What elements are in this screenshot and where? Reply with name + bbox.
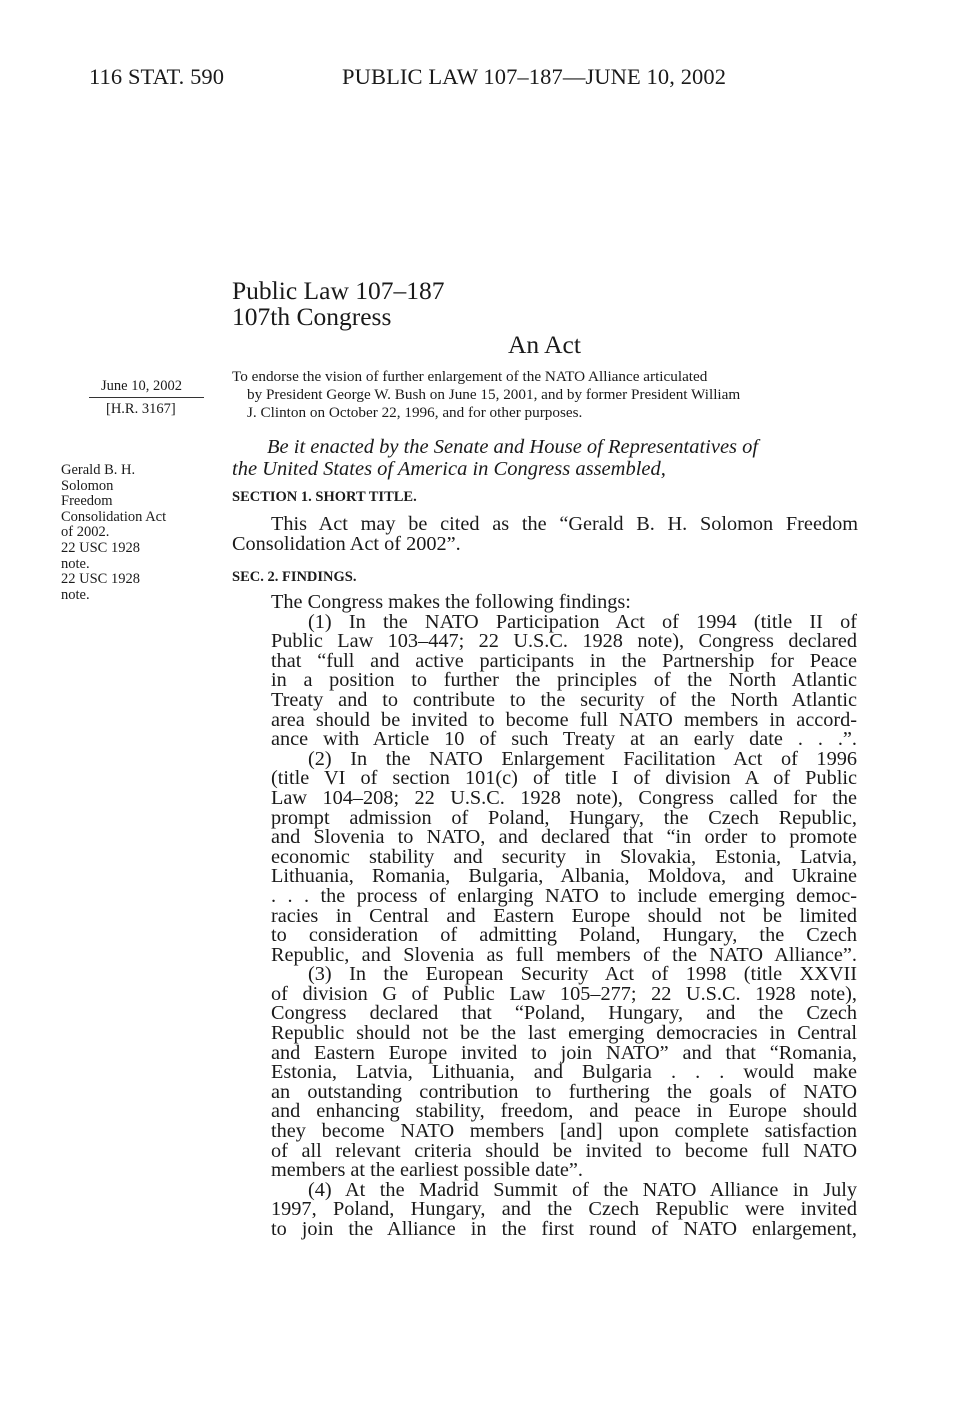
body-line: Lithuania, Romania, Bulgaria, Albania, Moldova, and Ukraine (271, 865, 857, 888)
body-line: to join the Alliance in the first round of NATO enlargement, (271, 1218, 857, 1240)
body-line: prompt admission of Poland, Hungary, the Czech Republic, (271, 806, 857, 829)
body-line: that “full and active participants in the Partnership for Peace (271, 649, 857, 672)
body-line: of division G of Public Law 105–277; 22 U.S.C. 1928 note), (271, 982, 857, 1005)
margin-notes (61, 463, 231, 603)
body-line: they become NATO members [and] upon complete satisfaction (271, 1120, 857, 1143)
body-line: Treaty and to contribute to the security of the North Atlantic (271, 688, 857, 711)
body-line: ance with Article 10 of such Treaty at an early date . . .”. (271, 728, 857, 751)
section-2-text (271, 593, 857, 1240)
enacting-line: Be it enacted by the Senate and House of Representatives of (267, 436, 759, 458)
body-line: and Slovenia to NATO, and declared that “in order to promote (271, 826, 857, 849)
margin-rule (89, 397, 204, 398)
body-line: economic stability and security in Slovakia, Estonia, Latvia, (271, 845, 857, 868)
section-1-text (232, 515, 858, 554)
body-line: (1) In the NATO Participation Act of 1994 (title II of (308, 610, 857, 633)
body-line: 1997, Poland, Hungary, and the Czech Republic were invited (271, 1198, 857, 1221)
body-line: The Congress makes the following findings: (271, 591, 631, 613)
margin-note: Gerald B. H. (61, 462, 136, 478)
body-line: Law 104–208; 22 U.S.C. 1928 note), Congress called for the (271, 786, 857, 809)
body-line: area should be invited to become full NATO members in accord- (271, 708, 857, 731)
enacting-clause (232, 436, 758, 480)
margin-date: June 10, 2002 (101, 378, 182, 394)
margin-bill-number: [H.R. 3167] (106, 401, 176, 417)
congress-number: 107th Congress (232, 302, 392, 331)
section-1-heading: SECTION 1. SHORT TITLE. (232, 489, 417, 505)
body-line: Consolidation Act of 2002”. (232, 532, 461, 555)
purpose-statement (232, 368, 864, 422)
body-line: Estonia, Latvia, Lithuania, and Bulgaria . . . would make (271, 1061, 857, 1084)
body-line: Congress declared that “Poland, Hungary, and the Czech (271, 1002, 857, 1025)
body-line: Public Law 103–447; 22 U.S.C. 1928 note), Congress declared (271, 630, 857, 653)
margin-note: Freedom (61, 493, 113, 510)
public-law-number: Public Law 107–187 (232, 276, 445, 305)
section-2-heading: SEC. 2. FINDINGS. (232, 569, 357, 585)
purpose-line: by President George W. Bush on June 15, 2001, and by former President William (247, 386, 741, 403)
margin-note: 22 USC 1928 (61, 539, 140, 556)
body-line: and enhancing stability, freedom, and peace in Europe should (271, 1100, 857, 1123)
body-line: (title VI of section 101(c) of title I of division A of Public (271, 767, 857, 790)
body-line: of all relevant criteria should be invited to become full NATO (271, 1139, 857, 1162)
body-line: to consideration of admitting Poland, Hungary, the Czech (271, 924, 857, 947)
body-line: racies in Central and Eastern Europe should not be limited (271, 904, 857, 927)
purpose-line: To endorse the vision of further enlargement of the NATO Alliance articulated (232, 368, 708, 385)
margin-note: of 2002. (61, 524, 110, 541)
enacting-line: the United States of America in Congress assembled, (232, 458, 666, 480)
body-line: . . . the process of enlarging NATO to include emerging democ- (271, 884, 857, 907)
margin-note: note. (61, 586, 90, 603)
body-line: members at the earliest possible date”. (271, 1159, 583, 1182)
body-line: in a position to further the principles of the North Atlantic (271, 669, 857, 692)
running-head: PUBLIC LAW 107–187—JUNE 10, 2002 (342, 64, 727, 89)
margin-note: 22 USC 1928 (61, 571, 140, 588)
purpose-line: J. Clinton on October 22, 1996, and for other purposes. (247, 404, 583, 421)
page-reference: 116 STAT. 590 (89, 64, 225, 89)
body-line: This Act may be cited as the “Gerald B. H. Solomon Freedom (271, 513, 858, 535)
an-act-heading: An Act (508, 330, 581, 359)
body-line: Republic should not be the last emerging democracies in Central (271, 1022, 857, 1045)
margin-note: Solomon (61, 477, 114, 494)
body-line: (3) In the European Security Act of 1998 (title XXVII (308, 963, 857, 986)
body-line: and Eastern Europe invited to join NATO” and that “Romania, (271, 1041, 857, 1064)
body-line: (4) At the Madrid Summit of the NATO Alliance in July (308, 1178, 857, 1201)
body-line: an outstanding contribution to furthering the goals of NATO (271, 1080, 857, 1103)
margin-note: note. (61, 555, 90, 572)
margin-note: Consolidation Act (61, 508, 167, 525)
body-line: (2) In the NATO Enlargement Facilitation Act of 1996 (308, 747, 857, 770)
body-line: Republic, and Slovenia as full members of the NATO Alliance”. (271, 943, 857, 966)
